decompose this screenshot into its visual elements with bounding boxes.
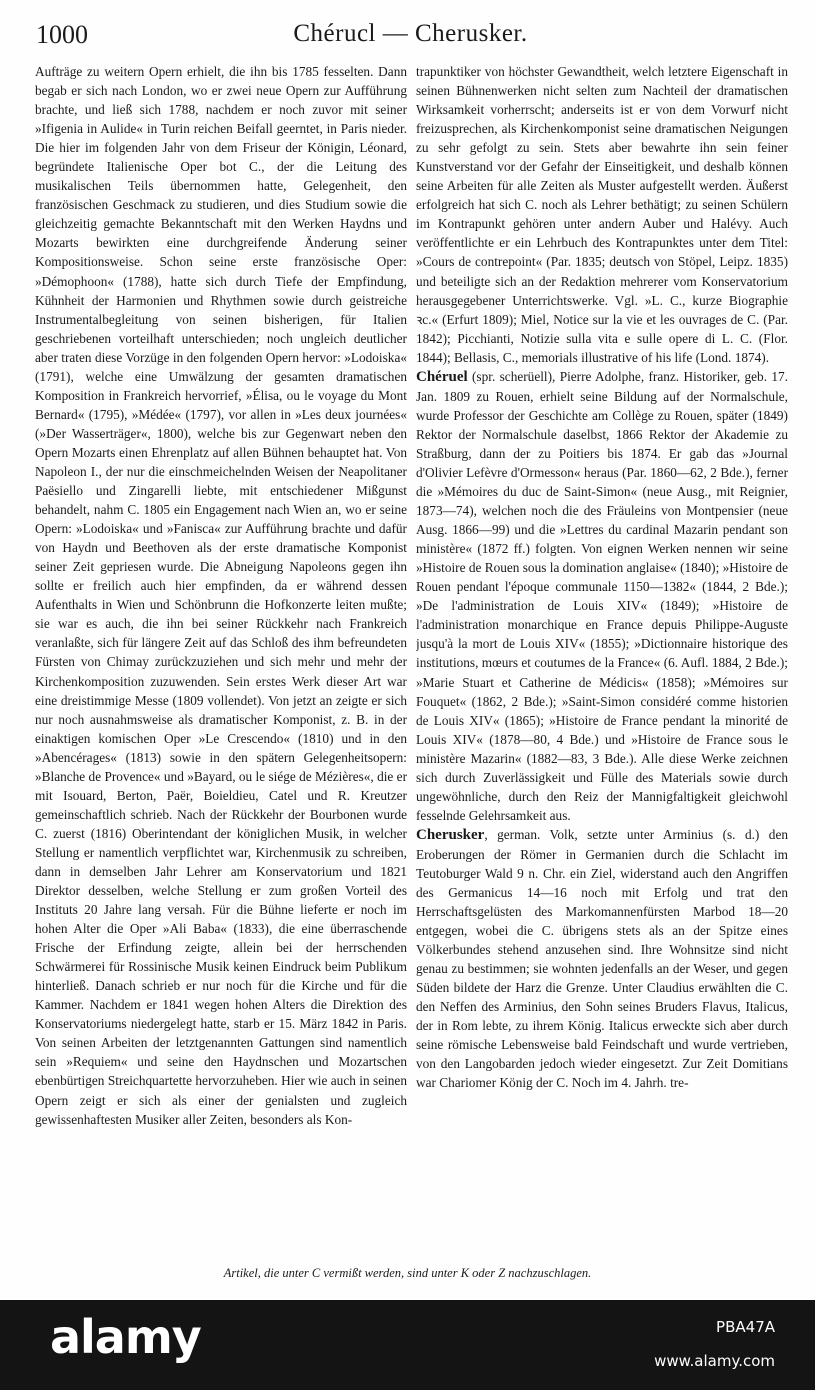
site-url: www.alamy.com: [654, 1352, 775, 1370]
alamy-logo: alamy: [50, 1310, 201, 1364]
cheruel-headword: Chéruel: [416, 368, 468, 385]
page-header: [36, 14, 785, 54]
image-id: PBA47A: [716, 1318, 775, 1336]
running-head: Chérucl — Cherusker.: [293, 20, 528, 47]
cherusker-entry: [416, 825, 788, 1093]
cherubini-article-text: Aufträge zu weitern Opern erhielt, die ihn bis 1785 fesselten. Dann begab er sich nach London, wo er zwei neue Opern zur Aufführung brachte, und ließ sich 1788, nachdem er noch zuvor mit seiner »Ifigenia in Aulide« in Turin reichen Beifall geerntet, in Paris nieder. Die hier im folgenden Jahr von dem Friseur der Königin, Léonard, begründete Italienische Oper bot C., der die Leitung des musikalischen Teils übernommen hatte, Gelegenheit, den französischen Geschmack zu studieren, und dies Studium sowie die gleichzeitig gemachte Bekanntschaft mit den Werken Haydns und Mozarts bewirkten eine durchgreifende Änderung seiner Kompositionsweise. Schon seine erste französische Oper: »Démophoon« (1788), hatte sich durch Tiefe der Empfindung, Kühnheit der Harmonien und Rhythmen sowie durch geistreiche Instrumentalbegleitung von seinen bisherigen, für Italien geschriebenen vorteilhaft unterschieden; noch ungleich deutlicher aber traten diese Vorzüge in den folgenden Opern hervor: »Lodoiska« (1791), welche eine Umwälzung der gesamten dramatischen Komposition in Frankreich hervorrief, »Élisa, ou le voyage du Mont Bernard« (1795), »Médée« (1797), vor allen in »Les deux journées« (»Der Wasserträger«, 1800), welche bis zur Gegenwart neben den Opern Mozarts einen Ehrenplatz auf allen Bühnen behauptet hat. Von Napoleon I., der nur die einschmeichelnden Weisen der Neapolitaner Paësiello und Zingarelli liebte, mit entschiedener Mißgunst behandelt, nahm C. 1805 ein Engagement nach Wien an, wo er seine Opern: »Lodoiska« und »Fanisca« zur Aufführung brachte und dafür von Haydn und Beethoven als der erste dramatische Komponist seiner Zeit gepriesen wurde. Die Abneigung Napoleons gegen ihn sollte er freilich auch hier empfinden, da er während dessen Aufenthalts in Wien und Schönbrunn die Hofkonzerte leiten mußte; sie war es auch, die ihn bei seiner Rückkehr nach Frankreich veranlaßte, sich für längere Zeit auf das Schloß des ihm befreundeten Fürsten von Chimay zurückzuziehen und sich mehr und mehr der Kirchenkomposition zuzuwenden. Sein erstes Werk dieser Art war eine dreistimmige Messe (1809 vollendet). Von jetzt an zeigte er sich nur noch ausnahmsweise als dramatischer Komponist, z. B. in der einaktigen komischen Oper »Le Crescendo« (1810) und in den »Abencérages« (1813) sowie in den spätern Gelegenheitsopern: »Blanche de Provence« und »Bayard, ou le siége de Mézières«, die er mit Isouard, Berton, Paër, Boieldieu, Catel und R. Kreutzer gemeinschaftlich schrieb. Nach der Rückkehr der Bourbonen wurde C. zuerst (1816) Oberintendant der königlichen Musik, in welcher Stellung er namentlich verpflichtet war, Kirchenmusik zu schreiben, dann in demselben Jahr Lehrer am Konservatorium und 1821 Direktor desselben, welche Stellung er zum großen Vorteil des Instituts 20 Jahre lang versah. Für die Bühne lieferte er noch im hohen Alter die Oper »Ali Baba« (1833), die eine überraschende Frische der Erfindung zeigte, allein bei der herrschenden Schwärmerei für Rossinische Musik keinen Eindruck beim Publikum hinterließ. Danach schrieb er nur noch für die Kirche und für die Kammer. Nachdem er 1841 wegen hohen Alters die Direktion des Konservatoriums niedergelegt hatte, starb er 15. März 1842 in Paris. Von seinen Arbeiten der letztgenannten Gattungen sind namentlich sein »Requiem« und seine den Haydnschen und Mozartschen ebenbürtigen Streichquartette hervorzuheben. Hier wie auch in seinen Opern zeigt er sich als einer der genialsten und zugleich gewissenhaftesten Musiker aller Zeiten, besonders als Kon-: [35, 64, 407, 1127]
cherusker-headword: Cherusker: [416, 826, 485, 843]
right-column: [416, 62, 788, 1262]
cherubini-article-continued: trapunktiker von höchster Gewandtheit, welch letztere Eigenschaft in seinen Bühnenwerken nicht selten zum Nachteil der dramatischen Wirksamkeit vorherrscht; anderseits ist er von dem Vorwurf nicht freizusprechen, als Kirchenkomponist seine dramatischen Neigungen zu sehr gefolgt zu sein. Stets aber bewahrte ihn sein feiner Kunstverstand vor der Gefahr der Einseitigkeit, und deshalb können seine Arbeiten für alle Zeiten als Muster aufgestellt werden. Äußerst erfolgreich hat sich C. noch als Lehrer bethätigt; zu seinen Schülern im Kontrapunkt gehören unter andern Auber und Halévy. Auch veröffentlichte er ein Lehrbuch des Kontrapunktes unter dem Titel: »Cours de contrepoint« (Par. 1835; deutsch von Stöpel, Leipz. 1835) und beteiligte sich an der Redaktion mehrerer vom Konservatorium herausgegebener Unterrichtswerke. Vgl. »L. C., kurze Biographie ꝛc.« (Erfurt 1809); Miel, Notice sur la vie et les ouvrages de C. (Par. 1842); Picchianti, Notizie sulla vita e sulle opere di L. C. (Flor. 1844); Bellasis, C., memorials illustrative of his life (Lond. 1874).: [416, 64, 788, 365]
left-column: [35, 62, 407, 1262]
cheruel-entry: [416, 367, 788, 825]
page-number: 1000: [36, 20, 88, 49]
cherusker-text: , german. Volk, setzte unter Arminius (s. d.) den Eroberungen der Römer in Germanien durch die Schlacht im Teutoburger Wald 9 n. Chr. ein Ziel, widerstand auch den Angriffen des Germanicus 14—16 noch mit Erfolg und trat den Herrschaftsgelüsten des Markomannenfürsten Marbod 18—20 entgegen, wobei die C. übrigens stets als an der Spitze eines Völkerbundes stehend anzusehen sind. Ihre Wohnsitze sind nicht genau zu bestimmen; sie wohnten jedenfalls an der Weser, und gegen Süden bildete der Harz die Grenze. Unter Claudius erwählten die C. den Neffen des Arminius, den Sohn seines Bruders Flavus, Italicus, der in Rom lebte, zu ihrem König. Italicus erweckte sich aber durch seine römische Lebensweise bald Feindschaft und wurde vertrieben, von den Langobarden jedoch wieder eingesetzt. Zur Zeit Domitians war Chariomer König der C. Noch im 4. Jahrh. tre-: [416, 826, 788, 1091]
cheruel-text: (spr. scherüell), Pierre Adolphe, franz. Historiker, geb. 17. Jan. 1809 zu Rouen, erhielt seine Bildung auf der Normalschule, wurde Professor der Geschichte am Collège zu Rouen, später (1849) Rektor der Normalschule daselbst, 1866 Rektor der Akademie zu Straßburg, dann der zu Poitiers bis 1874. Er gab das »Journal d'Olivier Lefèvre d'Ormesson« heraus (Par. 1860—62, 2 Bde.), ferner die »Mémoires du duc de Saint-Simon« (neue Ausg., mit Reignier, 1873—74), welchen noch die des Fräuleins von Montpensier (neue Ausg. 1866—99) und die »Lettres du cardinal Mazarin pendant son ministère« (1872 ff.) folgten. Von eignen Werken nennen wir seine »Histoire de Rouen sous la domination anglaise« (1840); »Histoire de Rouen pendant l'époque communale 1150—1382« (1844, 2 Bde.); »De l'administration de Louis XIV« (1849); »Histoire de l'administration monarchique en France depuis Philippe-Auguste jusqu'à la mort de Louis XIV« (1855); »Dictionnaire historique des institutions, mœurs et coutumes de la France« (6. Aufl. 1884, 2 Bde.); »Marie Stuart et Catherine de Médicis« (1858); »Mémoires sur Fouquet« (1862, 2 Bde.); »Saint-Simon considéré comme historien de Louis XIV« (1865); »Histoire de France pendant la minorité de Louis XIV« (1878—80, 4 Bde.) und »Histoire de France sous le ministère Mazarin« (1882—83, 3 Bde.). Alle diese Werke zeichnen sich durch Zuverlässigkeit und Fülle des Materials sowie durch ungewöhnliche, durch den Reiz der Mannigfaltigkeit gleichwohl fesselnde Gelehrsamkeit aus.: [416, 368, 788, 823]
page-footnote: Artikel, die unter C vermißt werden, sind unter K oder Z nachzuschlagen.: [223, 1266, 592, 1280]
